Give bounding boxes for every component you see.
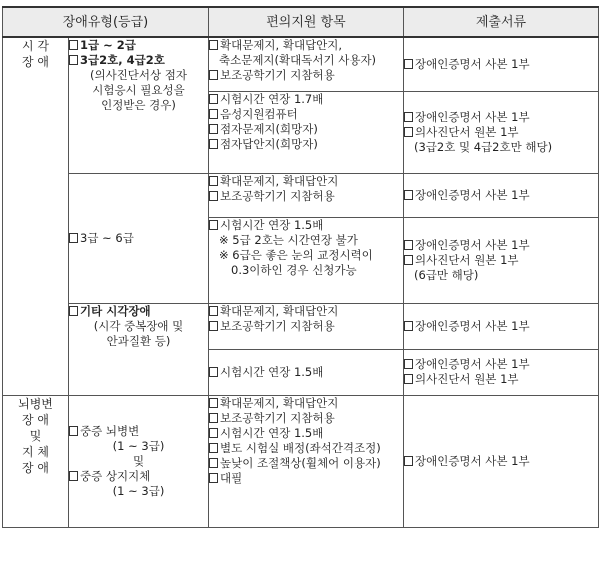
checkbox-icon xyxy=(209,220,218,230)
checkbox-icon xyxy=(69,40,78,50)
documents-cell: 장애인증명서 사본 1부 xyxy=(404,395,599,527)
documents-cell: 장애인증명서 사본 1부 의사진단서 원본 1부 (6급만 해당) xyxy=(404,217,599,303)
checkbox-icon xyxy=(404,127,413,137)
checkbox-icon xyxy=(209,124,218,134)
category-visual-line1: 시 각 xyxy=(22,39,49,53)
subtype-group1: 1급 ~ 2급 3급2호, 4급2호 (의사진단서상 점자 시험응시 필요성을 인정받은 경우) xyxy=(69,37,209,173)
checkbox-icon xyxy=(209,109,218,119)
documents-cell: 장애인증명서 사본 1부 의사진단서 원본 1부 xyxy=(404,349,599,395)
documents-cell: 장애인증명서 사본 1부 xyxy=(404,303,599,349)
category-visual-line2: 장 애 xyxy=(22,55,49,69)
checkbox-icon xyxy=(69,306,78,316)
documents-cell: 장애인증명서 사본 1부 xyxy=(404,37,599,91)
table-header-row xyxy=(3,7,599,37)
checkbox-icon xyxy=(404,255,413,265)
checkbox-icon xyxy=(404,190,413,200)
support-items-cell: 시험시간 연장 1.5배 xyxy=(209,349,404,395)
header-disability-type: 장애유형(등급) xyxy=(3,7,209,37)
support-items-cell: 확대문제지, 확대답안지, 축소문제지(확대독서기 사용자) 보조공학기기 지참허용 xyxy=(209,37,404,91)
checkbox-icon xyxy=(209,94,218,104)
support-items-cell: 확대문제지, 확대답안지 보조공학기기 지참허용 xyxy=(209,303,404,349)
accommodation-table xyxy=(2,6,599,528)
checkbox-icon xyxy=(209,473,218,483)
header-support-items: 편의지원 항목 xyxy=(209,7,404,37)
checkbox-icon xyxy=(69,55,78,65)
table-row xyxy=(3,173,599,217)
table-row xyxy=(3,395,599,527)
subtype-group3: 기타 시각장애 (시각 중복장애 및 안과질환 등) xyxy=(69,303,209,395)
category-brain-physical: 뇌병변 장 애 및 지 체 장 애 xyxy=(3,395,69,527)
checkbox-icon xyxy=(69,233,78,243)
checkbox-icon xyxy=(404,59,413,69)
table-row xyxy=(3,37,599,91)
checkbox-icon xyxy=(404,374,413,384)
checkbox-icon xyxy=(209,306,218,316)
subtype-group2: 3급 ~ 6급 xyxy=(69,173,209,303)
category-visual xyxy=(3,37,69,395)
checkbox-icon xyxy=(209,458,218,468)
checkbox-icon xyxy=(209,191,218,201)
support-items-cell: 확대문제지, 확대답안지 보조공학기기 지참허용 xyxy=(209,173,404,217)
checkbox-icon xyxy=(209,40,218,50)
checkbox-icon xyxy=(209,398,218,408)
checkbox-icon xyxy=(209,176,218,186)
checkbox-icon xyxy=(69,471,78,481)
checkbox-icon xyxy=(209,443,218,453)
checkbox-icon xyxy=(404,359,413,369)
checkbox-icon xyxy=(209,321,218,331)
checkbox-icon xyxy=(209,413,218,423)
checkbox-icon xyxy=(209,70,218,80)
documents-cell: 장애인증명서 사본 1부 xyxy=(404,173,599,217)
checkbox-icon xyxy=(404,240,413,250)
checkbox-icon xyxy=(404,112,413,122)
checkbox-icon xyxy=(209,367,218,377)
checkbox-icon xyxy=(404,456,413,466)
subtype-brain: 중증 뇌병변 (1 ~ 3급) 및 중증 상지지체 (1 ~ 3급) xyxy=(69,395,209,527)
support-items-cell: 시험시간 연장 1.5배 ※ 5급 2호는 시간연장 불가 ※ 6급은 좋은 눈의 교정시력이 0.3이하인 경우 신청가능 xyxy=(209,217,404,303)
support-items-cell: 시험시간 연장 1.7배 음성지원컴퓨터 점자문제지(희망자) 점자답안지(희망자) xyxy=(209,91,404,173)
support-items-cell: 확대문제지, 확대답안지 보조공학기기 지참허용 시험시간 연장 1.5배 별도 시험실 배정(좌석간격조정) 높낮이 조절책상(휠체어 이용자) 대필 xyxy=(209,395,404,527)
checkbox-icon xyxy=(404,321,413,331)
checkbox-icon xyxy=(209,428,218,438)
checkbox-icon xyxy=(209,139,218,149)
checkbox-icon xyxy=(69,426,78,436)
header-documents: 제출서류 xyxy=(404,7,599,37)
documents-cell: 장애인증명서 사본 1부 의사진단서 원본 1부 (3급2호 및 4급2호만 해당) xyxy=(404,91,599,173)
table-row xyxy=(3,303,599,349)
